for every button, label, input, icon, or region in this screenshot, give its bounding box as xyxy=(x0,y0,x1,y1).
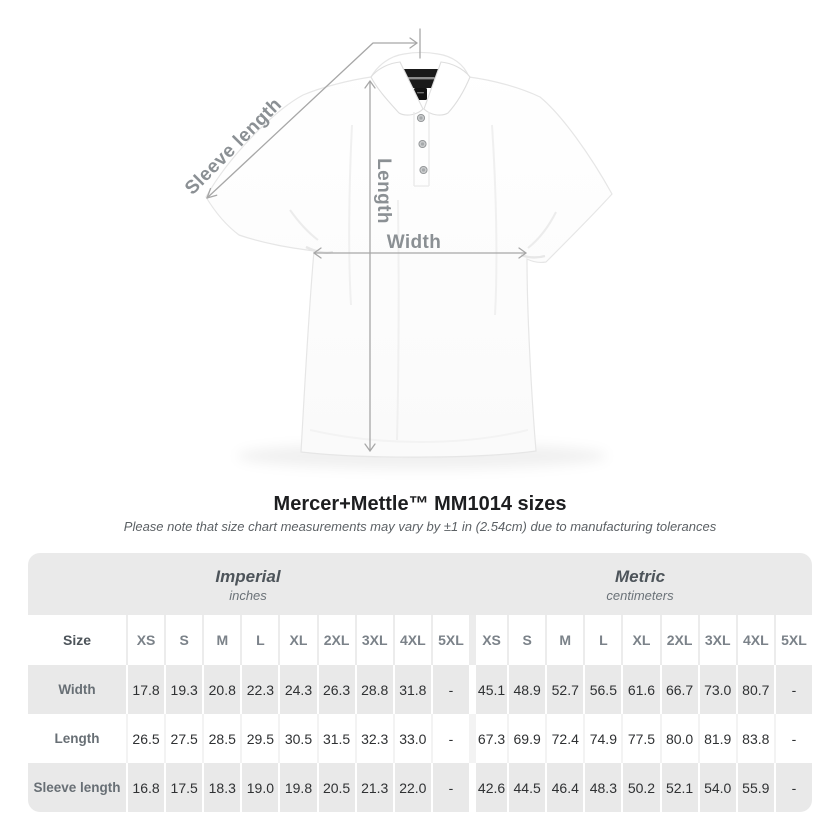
measurement-value-cell: - xyxy=(431,665,469,714)
measurement-value-cell: 27.5 xyxy=(164,714,202,763)
measurement-value-cell: 69.9 xyxy=(507,714,545,763)
size-col-header: L xyxy=(583,615,621,665)
table-row-width xyxy=(28,665,812,714)
size-header-row xyxy=(28,615,812,665)
measurement-value-cell: 32.3 xyxy=(355,714,393,763)
table-row-sleeve-length xyxy=(28,763,812,812)
collar-button xyxy=(417,114,424,121)
measurement-value-cell: 52.1 xyxy=(660,763,698,812)
group-imperial-title: Imperial xyxy=(215,567,281,586)
measurement-value-cell: 31.5 xyxy=(317,714,355,763)
measurement-value-cell: 46.4 xyxy=(545,763,583,812)
measurement-value-cell: - xyxy=(774,763,812,812)
size-col-header: XL xyxy=(278,615,316,665)
measurement-value-cell: - xyxy=(774,714,812,763)
measurement-value-cell: 67.3 xyxy=(469,714,507,763)
size-col-header: L xyxy=(240,615,278,665)
size-col-header: 5XL xyxy=(774,615,812,665)
measurement-value-cell: 26.3 xyxy=(317,665,355,714)
size-col-header: S xyxy=(507,615,545,665)
measurement-value-cell: 17.5 xyxy=(164,763,202,812)
tolerance-note: Please note that size chart measurements may vary by ±1 in (2.54cm) due to manufacturing tolerances xyxy=(123,519,717,534)
placket-button xyxy=(420,166,427,173)
measurement-value-cell: 31.8 xyxy=(393,665,431,714)
size-col-header: 5XL xyxy=(431,615,469,665)
size-col-header: 2XL xyxy=(317,615,355,665)
group-metric-unit: centimeters xyxy=(606,588,674,603)
measurement-value-cell: 21.3 xyxy=(355,763,393,812)
size-corner-header: Size xyxy=(28,615,126,665)
measurement-value-cell: 80.0 xyxy=(660,714,698,763)
measurement-value-cell: 77.5 xyxy=(621,714,659,763)
placket-button xyxy=(419,140,426,147)
measurement-value-cell: 56.5 xyxy=(583,665,621,714)
measurement-value-cell: 19.8 xyxy=(278,763,316,812)
measurement-value-cell: 66.7 xyxy=(660,665,698,714)
group-imperial-unit: inches xyxy=(229,588,267,603)
measurement-value-cell: 20.8 xyxy=(202,665,240,714)
measurement-value-cell: 29.5 xyxy=(240,714,278,763)
measurement-value-cell: 24.3 xyxy=(278,665,316,714)
table-row-length xyxy=(28,714,812,763)
measurement-value-cell: 30.5 xyxy=(278,714,316,763)
measurement-value-cell: 17.8 xyxy=(126,665,164,714)
size-col-header: 2XL xyxy=(660,615,698,665)
row-label: Sleeve length xyxy=(28,763,126,812)
size-col-header: XS xyxy=(469,615,507,665)
measurement-value-cell: - xyxy=(431,714,469,763)
measurement-value-cell: - xyxy=(431,763,469,812)
size-col-header: M xyxy=(202,615,240,665)
measurement-value-cell: 26.5 xyxy=(126,714,164,763)
size-table-container xyxy=(28,553,812,812)
measurement-value-cell: 16.8 xyxy=(126,763,164,812)
measurement-value-cell: 73.0 xyxy=(698,665,736,714)
size-col-header: 3XL xyxy=(698,615,736,665)
measurement-value-cell: 19.0 xyxy=(240,763,278,812)
measurement-value-cell: 83.8 xyxy=(736,714,774,763)
size-col-header: 3XL xyxy=(355,615,393,665)
measurement-value-cell: 28.8 xyxy=(355,665,393,714)
page-title: Mercer+Mettle™ MM1014 sizes xyxy=(273,493,567,515)
measurement-value-cell: 48.3 xyxy=(583,763,621,812)
size-col-header: XL xyxy=(621,615,659,665)
measurement-value-cell: 61.6 xyxy=(621,665,659,714)
measurement-value-cell: 80.7 xyxy=(736,665,774,714)
row-label: Width xyxy=(28,665,126,714)
size-col-header: S xyxy=(164,615,202,665)
measurement-value-cell: 81.9 xyxy=(698,714,736,763)
measurement-value-cell: 19.3 xyxy=(164,665,202,714)
group-imperial xyxy=(28,553,468,615)
size-col-header: 4XL xyxy=(393,615,431,665)
measurement-value-cell: 42.6 xyxy=(469,763,507,812)
measurement-value-cell: 74.9 xyxy=(583,714,621,763)
measurement-value-cell: 44.5 xyxy=(507,763,545,812)
size-col-header: XS xyxy=(126,615,164,665)
measurement-value-cell: 20.5 xyxy=(317,763,355,812)
measurement-value-cell: 33.0 xyxy=(393,714,431,763)
measurement-value-cell: 48.9 xyxy=(507,665,545,714)
size-table xyxy=(28,615,812,812)
sleeve-length-label: Sleeve length xyxy=(181,94,287,200)
measurement-value-cell: 55.9 xyxy=(736,763,774,812)
size-col-header: M xyxy=(545,615,583,665)
measurement-value-cell: 50.2 xyxy=(621,763,659,812)
table-group-header xyxy=(28,553,812,615)
measurement-value-cell: 45.1 xyxy=(469,665,507,714)
measurement-value-cell: 72.4 xyxy=(545,714,583,763)
length-label: Length xyxy=(373,158,394,224)
measurement-value-cell: 28.5 xyxy=(202,714,240,763)
group-metric xyxy=(468,553,812,615)
group-metric-title: Metric xyxy=(614,567,666,586)
measurement-value-cell: - xyxy=(774,665,812,714)
measurement-value-cell: 22.0 xyxy=(393,763,431,812)
width-label: Width xyxy=(386,232,442,253)
measurement-value-cell: 52.7 xyxy=(545,665,583,714)
row-label: Length xyxy=(28,714,126,763)
measurement-value-cell: 54.0 xyxy=(698,763,736,812)
size-col-header: 4XL xyxy=(736,615,774,665)
measurement-value-cell: 18.3 xyxy=(202,763,240,812)
measurement-value-cell: 22.3 xyxy=(240,665,278,714)
